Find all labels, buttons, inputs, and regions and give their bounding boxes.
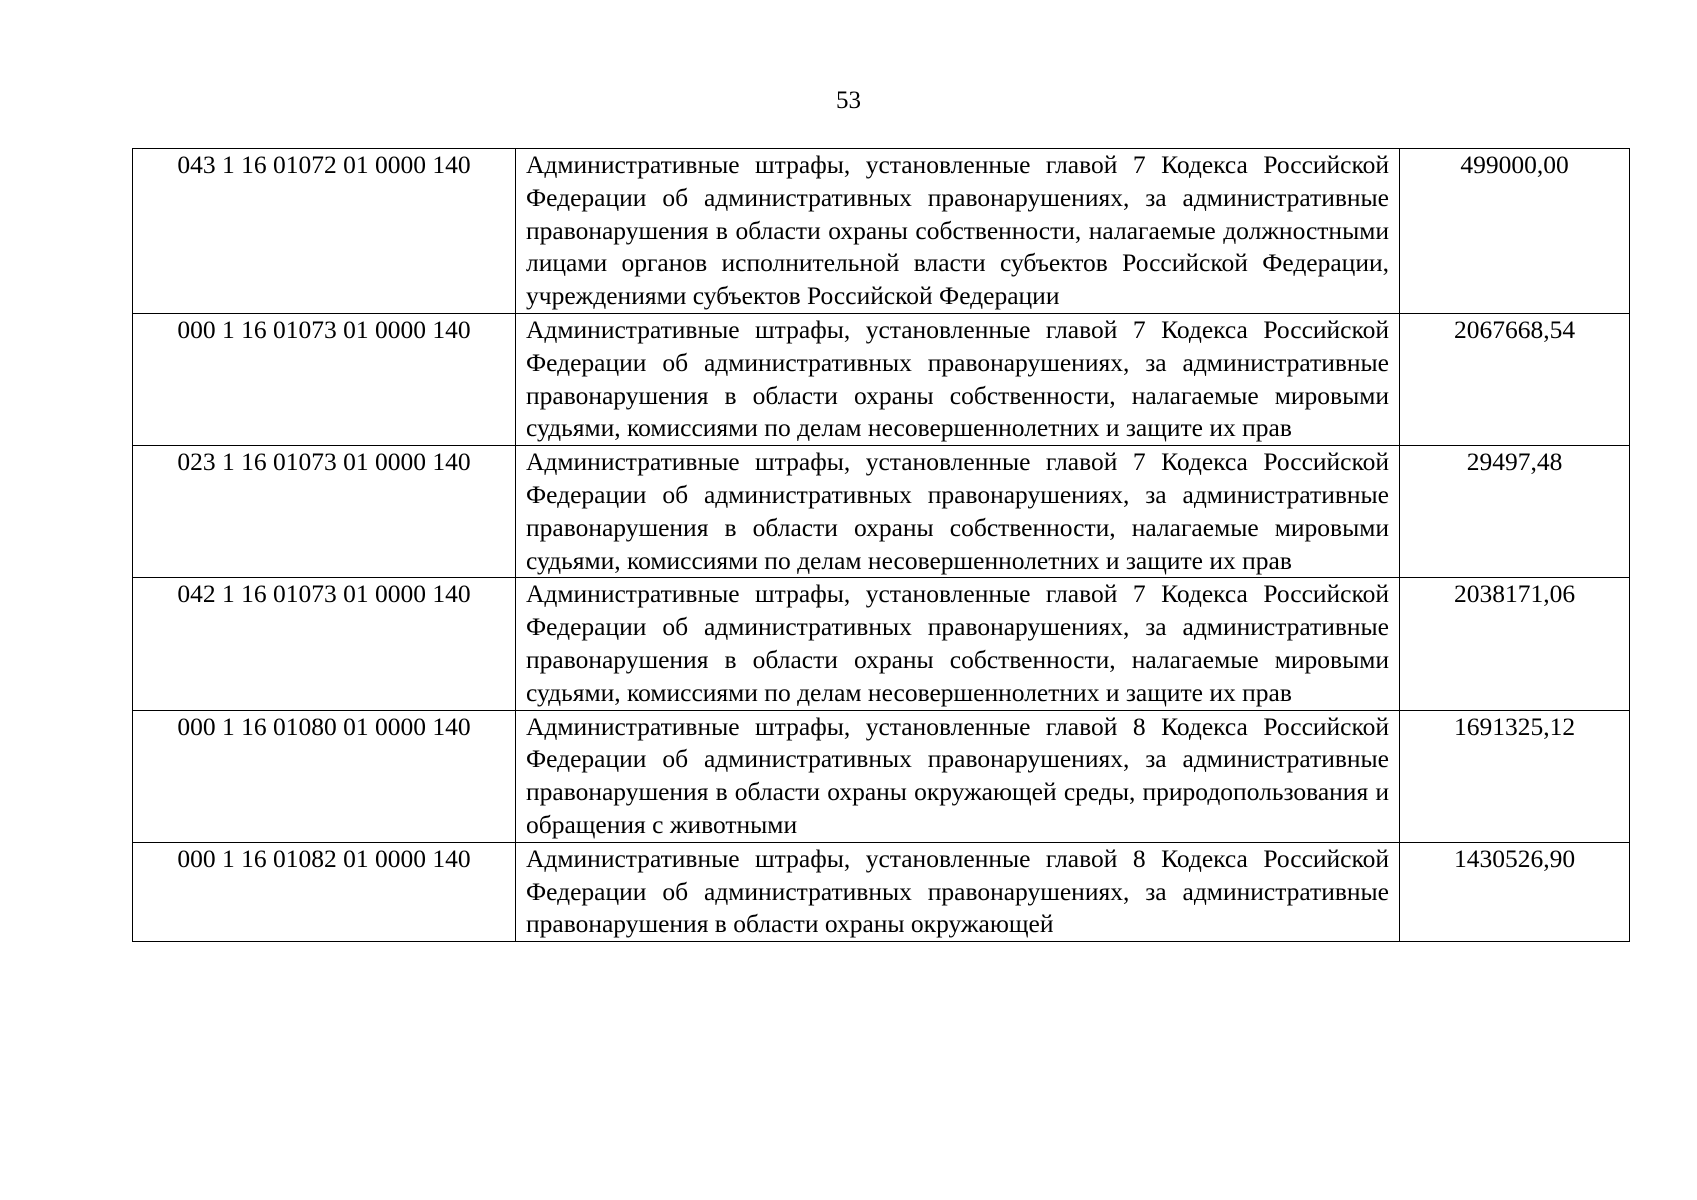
table-row [133, 149, 1630, 314]
budget-classification-code: 000 1 16 01080 01 0000 140 [133, 710, 516, 842]
revenue-description: Административные штрафы, установленные главой 7 Кодекса Российской Федерации об административных правонарушениях, за административные правонарушения в области охраны собственности, налагаемые мировыми судьями, комиссиями по делам несовершеннолетних и защите их прав [516, 578, 1400, 710]
revenue-description: Административные штрафы, установленные главой 8 Кодекса Российской Федерации об административных правонарушениях, за административные правонарушения в области охраны окружающей среды, природопользования и обращения с животными [516, 710, 1400, 842]
revenue-description: Административные штрафы, установленные главой 8 Кодекса Российской Федерации об административных правонарушениях, за административные правонарушения в области охраны окружающей [516, 842, 1400, 941]
page-number: 53 [836, 87, 861, 114]
amount: 499000,00 [1400, 149, 1630, 314]
table-row [133, 578, 1630, 710]
amount: 2067668,54 [1400, 313, 1630, 445]
amount: 1430526,90 [1400, 842, 1630, 941]
amount: 2038171,06 [1400, 578, 1630, 710]
budget-classification-code: 000 1 16 01073 01 0000 140 [133, 313, 516, 445]
budget-classification-code: 000 1 16 01082 01 0000 140 [133, 842, 516, 941]
amount: 29497,48 [1400, 446, 1630, 578]
revenue-table [132, 148, 1630, 942]
revenue-description: Административные штрафы, установленные главой 7 Кодекса Российской Федерации об административных правонарушениях, за административные правонарушения в области охраны собственности, налагаемые мировыми судьями, комиссиями по делам несовершеннолетних и защите их прав [516, 313, 1400, 445]
table-row [133, 446, 1630, 578]
amount: 1691325,12 [1400, 710, 1630, 842]
revenue-description: Административные штрафы, установленные главой 7 Кодекса Российской Федерации об административных правонарушениях, за административные правонарушения в области охраны собственности, налагаемые должностными лицами органов исполнительной власти субъектов Российской Федерации, учреждениями субъектов Российской Федерации [516, 149, 1400, 314]
budget-classification-code: 023 1 16 01073 01 0000 140 [133, 446, 516, 578]
budget-classification-code: 043 1 16 01072 01 0000 140 [133, 149, 516, 314]
budget-classification-code: 042 1 16 01073 01 0000 140 [133, 578, 516, 710]
table-row [133, 710, 1630, 842]
table-row [133, 842, 1630, 941]
table-row [133, 313, 1630, 445]
revenue-description: Административные штрафы, установленные главой 7 Кодекса Российской Федерации об административных правонарушениях, за административные правонарушения в области охраны собственности, налагаемые мировыми судьями, комиссиями по делам несовершеннолетних и защите их прав [516, 446, 1400, 578]
